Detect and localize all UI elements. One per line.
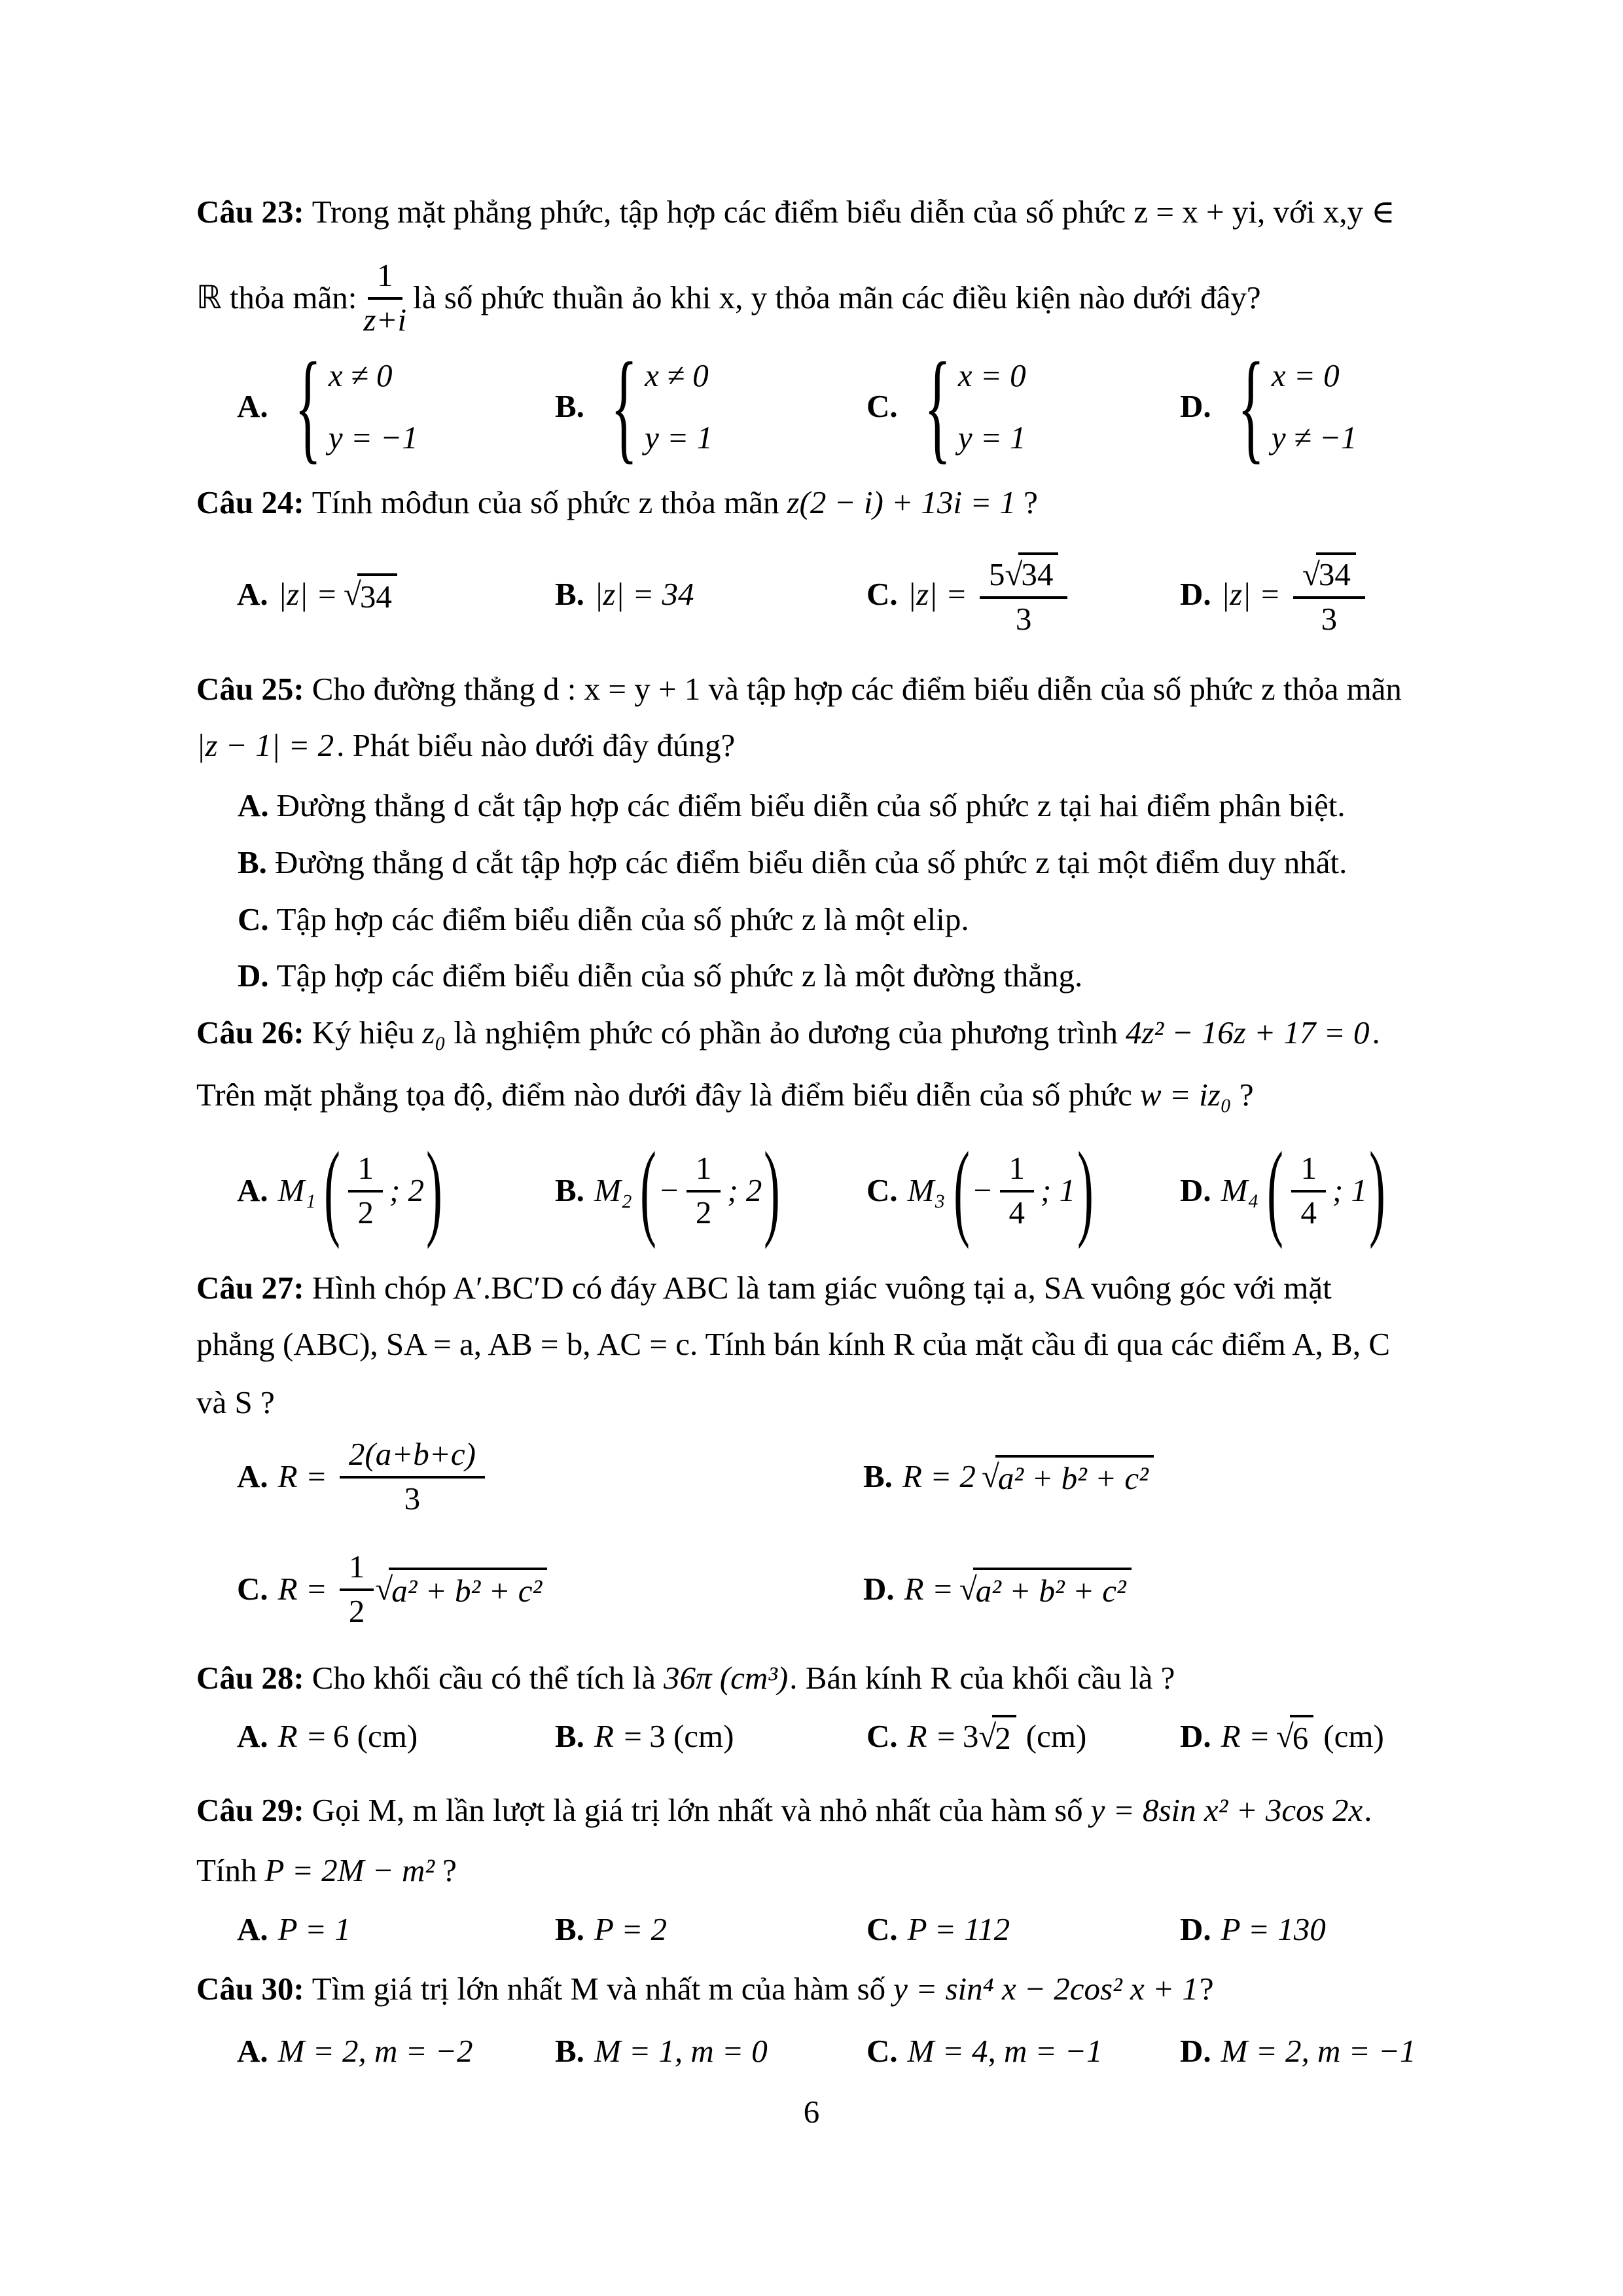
option-math: R =: [904, 1570, 954, 1607]
option-math: R =: [594, 1717, 644, 1754]
question-26-option-d: [1180, 1130, 1393, 1249]
option-label: D.: [1180, 576, 1211, 612]
option-math: |z| =: [277, 576, 338, 612]
option-value: 3 (cm): [649, 1717, 734, 1754]
second-coordinate: ; 2: [727, 1172, 762, 1208]
question-29-option-d: [1180, 1910, 1332, 1948]
question-26-text-2: Trên mặt phẳng tọa độ, điểm nào dưới đây là điểm biểu diễn của số phức: [196, 1077, 1132, 1113]
option-math: P = 130: [1221, 1910, 1326, 1947]
radicand: 34: [1018, 552, 1058, 593]
question-23-option-b: [555, 337, 866, 475]
fraction: [348, 1149, 383, 1231]
radicand: 2: [992, 1715, 1016, 1757]
question-28-option-a: [237, 1717, 555, 1755]
fraction-denominator: 4: [1300, 1194, 1317, 1230]
option-text: Đường thẳng d cắt tập hợp các điểm biểu diễn của số phức z tại một điểm duy nhất.: [274, 844, 1347, 880]
fraction-denominator: 3: [404, 1480, 421, 1516]
question-26-options: [196, 1131, 1443, 1249]
question-26-line-1: [196, 1013, 1443, 1052]
fraction-numerator: 1: [340, 1548, 374, 1591]
option-label: C.: [866, 388, 898, 424]
point-name: M₃: [907, 1172, 946, 1208]
question-28-formula: 36π (cm³): [663, 1660, 789, 1696]
cases-group: [594, 337, 713, 475]
option-label: B.: [555, 576, 584, 612]
option-unit: (cm): [1323, 1717, 1384, 1754]
point-name: M₄: [1221, 1172, 1259, 1208]
question-24-option-a: [237, 573, 555, 615]
fraction-denominator: 2: [357, 1194, 374, 1230]
question-28-option-b: [555, 1717, 866, 1755]
question-27-line-2: [196, 1324, 1443, 1364]
radical-symbol: 5√: [988, 556, 1023, 592]
cases-group: [908, 337, 1026, 475]
option-math: R = 2: [902, 1458, 976, 1494]
question-30-formula: y = sin⁴ x − 2cos² x + 1: [893, 1971, 1198, 2007]
page-number: 6: [803, 2094, 820, 2130]
radical-symbol: √: [343, 576, 361, 612]
question-25-option-a: [196, 785, 1443, 825]
option-label: B.: [555, 1910, 584, 1947]
option-math: M = 2, m = −1: [1221, 2032, 1416, 2069]
question-24-formula: z(2 − i) + 13i = 1: [787, 484, 1016, 520]
question-26-qmark: ?: [1239, 1077, 1254, 1113]
fraction-denominator: 3: [1321, 600, 1338, 637]
option-math: |z| =: [1221, 576, 1281, 612]
option-label: B.: [555, 388, 584, 424]
question-27-option-a: [237, 1435, 863, 1517]
cases-group: [1221, 337, 1357, 475]
fraction: [363, 257, 406, 338]
radicand: a² + b² + c²: [389, 1568, 547, 1609]
question-27-line-3: [196, 1382, 1443, 1422]
question-25-option-b: [196, 842, 1443, 882]
question-25-option-c: [196, 899, 1443, 939]
question-27-text-2: phẳng (ABC), SA = a, AB = b, AC = c. Tính bán kính R của mặt cầu đi qua các điểm A, B, C: [196, 1326, 1391, 1362]
question-26-text-1a: Ký hiệu: [312, 1014, 415, 1050]
question-27-option-b: [863, 1455, 1160, 1497]
fraction: [1000, 1149, 1035, 1231]
radical-symbol: √: [959, 1570, 977, 1607]
right-paren: ): [426, 1130, 442, 1249]
question-27-label: Câu 27:: [196, 1270, 304, 1306]
option-label: D.: [1180, 1910, 1211, 1947]
question-30-suffix: ?: [1199, 1971, 1214, 2007]
option-label: C.: [238, 901, 269, 937]
question-25-text-1: Cho đường thẳng d : x = y + 1 và tập hợp các điểm biểu diễn của số phức z thỏa mãn: [312, 671, 1402, 707]
fraction: [980, 551, 1067, 637]
equation-1: x = 0: [957, 357, 1026, 393]
fraction-denominator: 3: [1015, 600, 1032, 637]
question-24-option-c: [866, 551, 1180, 637]
right-paren: ): [1077, 1130, 1094, 1249]
radical-symbol: √: [1302, 556, 1320, 592]
fraction-numerator: 1: [687, 1149, 721, 1193]
question-27-line-1: [196, 1268, 1443, 1308]
question-25-formula: |z − 1| = 2: [196, 727, 334, 763]
question-26-formula-2: w = iz₀: [1139, 1077, 1232, 1113]
option-text: Đường thẳng d cắt tập hợp các điểm biểu diễn của số phức z tại hai điểm phân biệt.: [276, 787, 1346, 823]
question-28-text-2: . Bán kính R của khối cầu là ?: [789, 1660, 1175, 1696]
option-math: R =: [277, 1458, 327, 1494]
fraction-numerator: 1: [368, 257, 402, 300]
equation-2: y ≠ −1: [1271, 419, 1357, 456]
question-27-options-row-2: [196, 1533, 1443, 1644]
option-math: P = 112: [907, 1910, 1010, 1947]
option-value: 6 (cm): [332, 1717, 418, 1754]
question-24-options: [196, 524, 1443, 664]
question-23-text-2b: là số phức thuần ảo khi x, y thỏa mãn các điều kiện nào dưới đây?: [413, 279, 1261, 315]
question-23-label: Câu 23:: [196, 194, 304, 230]
question-30-option-c: [866, 2032, 1180, 2070]
question-23-options: [196, 337, 1443, 475]
question-23-option-d: [1180, 337, 1363, 475]
question-29-suffix: .: [1364, 1792, 1372, 1828]
option-label: C.: [866, 1172, 898, 1208]
question-30-text: Tìm giá trị lớn nhất M và nhất m của hàm số: [312, 1971, 886, 2007]
radicand: a² + b² + c²: [995, 1455, 1154, 1497]
question-26-line-2: [196, 1075, 1443, 1115]
equation-2: y = −1: [328, 419, 418, 456]
option-math: R =: [907, 1717, 957, 1754]
option-math: R =: [277, 1717, 327, 1754]
question-30-option-d: [1180, 2032, 1422, 2070]
real-set-symbol: ℝ: [196, 279, 222, 316]
left-paren: (: [639, 1130, 656, 1249]
second-coordinate: ; 1: [1041, 1172, 1076, 1208]
question-26-label: Câu 26:: [196, 1014, 304, 1050]
option-math: M = 2, m = −2: [277, 2032, 473, 2069]
brace-symbol: {: [611, 337, 638, 475]
z0-symbol: z₀: [422, 1014, 446, 1050]
brace-symbol: {: [923, 337, 951, 475]
fraction-numerator: 1: [1291, 1149, 1326, 1193]
question-29-text: Gọi M, m lần lượt là giá trị lớn nhất và nhỏ nhất của hàm số: [312, 1792, 1083, 1828]
question-28-label: Câu 28:: [196, 1660, 304, 1696]
question-29-label: Câu 29:: [196, 1792, 304, 1828]
equation-2: y = 1: [957, 419, 1026, 456]
option-label: A.: [237, 388, 268, 424]
question-23-option-c: [866, 337, 1180, 475]
question-29-option-c: [866, 1910, 1180, 1948]
equation-1: x ≠ 0: [328, 357, 393, 393]
question-27-text-1: Hình chóp A′.BC′D có đáy ABC là tam giác vuông tại a, SA vuông góc với mặt: [312, 1270, 1332, 1306]
radicand: 34: [357, 573, 397, 615]
option-label: A.: [237, 1910, 268, 1947]
option-label: D.: [238, 958, 269, 994]
second-coordinate: ; 2: [389, 1172, 425, 1208]
question-26-period: .: [1372, 1014, 1380, 1050]
question-26-text-1b: là nghiệm phức có phần ảo dương của phương trình: [454, 1014, 1118, 1050]
option-label: B.: [238, 844, 267, 880]
option-label: D.: [1180, 1172, 1211, 1208]
question-29-option-b: [555, 1910, 866, 1948]
fraction: [1293, 551, 1365, 637]
fraction-denominator: 4: [1008, 1194, 1026, 1230]
question-27-option-d: [863, 1568, 1137, 1609]
left-paren: (: [1266, 1130, 1283, 1249]
coordinate-point: [952, 1130, 1096, 1249]
option-label: D.: [863, 1570, 895, 1607]
option-label: C.: [866, 2032, 898, 2069]
option-label: A.: [237, 1172, 268, 1208]
question-27-text-3: và S ?: [196, 1384, 275, 1420]
question-29-qmark: ?: [442, 1852, 457, 1888]
fraction-numerator: 1: [348, 1149, 383, 1193]
radical-symbol: √: [1275, 1717, 1294, 1754]
question-30-option-b: [555, 2032, 866, 2070]
option-math: P = 2: [594, 1910, 668, 1947]
radical-symbol: √: [978, 1717, 997, 1754]
fraction-numerator: 2(a+b+c): [340, 1435, 485, 1479]
fraction-denominator: z+i: [363, 302, 407, 338]
option-math: R =: [277, 1570, 327, 1607]
sign: −: [971, 1172, 993, 1208]
equation-2: y = 1: [645, 419, 713, 456]
option-label: C.: [866, 1717, 898, 1754]
question-23-line-2: [196, 243, 1443, 351]
question-25-option-d: [196, 956, 1443, 996]
question-24-text: Tính môđun của số phức z thỏa mãn: [312, 484, 779, 520]
fraction: [687, 1149, 721, 1231]
equation-1: x = 0: [1271, 357, 1340, 393]
option-label: B.: [555, 1172, 584, 1208]
radicand: 6: [1290, 1715, 1314, 1757]
question-29-text-2: Tính: [196, 1852, 257, 1888]
option-label: B.: [555, 1717, 584, 1754]
option-math: R =: [1221, 1717, 1270, 1754]
question-23-text-1: Trong mặt phẳng phức, tập hợp các điểm biểu diễn của số phức z = x + yi, với x,y ∈: [312, 194, 1395, 230]
option-label: C.: [866, 1910, 898, 1947]
question-30-label: Câu 30:: [196, 1971, 304, 2007]
fraction-numerator: 1: [1000, 1149, 1035, 1193]
left-paren: (: [323, 1130, 340, 1249]
question-23-text-2a: thỏa mãn:: [229, 279, 357, 315]
question-24-suffix: ?: [1024, 484, 1038, 520]
question-26-formula-1: 4z² − 16z + 17 = 0: [1125, 1014, 1370, 1050]
coordinate-point: [1265, 1130, 1387, 1249]
question-28-option-d: [1180, 1715, 1390, 1757]
option-label: A.: [237, 576, 268, 612]
point-name: M₁: [277, 1172, 316, 1208]
fraction-numerator: [1293, 551, 1365, 599]
fraction: [1291, 1149, 1326, 1231]
radical-symbol: √: [981, 1458, 999, 1494]
question-29-line-1: [196, 1790, 1443, 1830]
radicand: a² + b² + c²: [973, 1568, 1132, 1609]
question-25-text-2: . Phát biểu nào dưới đây đúng?: [336, 727, 736, 763]
option-math: M = 1, m = 0: [594, 2032, 768, 2069]
right-paren: ): [764, 1130, 781, 1249]
question-23-option-a: [237, 337, 555, 475]
option-math: |z| = 34: [594, 576, 694, 612]
question-26-option-b: [555, 1130, 866, 1249]
second-coordinate: ; 1: [1332, 1172, 1368, 1208]
question-23-line-1: [196, 192, 1443, 232]
fraction: [340, 1435, 485, 1517]
question-29-option-a: [237, 1910, 555, 1948]
question-29-formula-2: P = 2M − m²: [264, 1852, 435, 1888]
question-26-option-a: [237, 1130, 555, 1249]
question-24-line-1: [196, 482, 1443, 522]
question-28-option-c: [866, 1715, 1180, 1757]
sign: −: [658, 1172, 680, 1208]
question-24-option-b: [555, 575, 866, 613]
question-29-options: [196, 1906, 1443, 1952]
option-label: A.: [237, 1717, 268, 1754]
question-27-options-row-1: [196, 1420, 1443, 1532]
left-paren: (: [953, 1130, 970, 1249]
coordinate-point: [638, 1130, 783, 1249]
radicand: 34: [1316, 552, 1356, 593]
point-name: M₂: [594, 1172, 632, 1208]
question-25-line-1: [196, 669, 1443, 709]
option-math: P = 1: [277, 1910, 351, 1947]
question-30-line-1: [196, 1969, 1443, 2009]
question-26-option-c: [866, 1130, 1180, 1249]
fraction-denominator: 2: [695, 1194, 712, 1230]
question-28-text-1: Cho khối cầu có thể tích là: [312, 1660, 656, 1696]
question-29-line-2: [196, 1850, 1443, 1890]
option-label: D.: [1180, 388, 1211, 424]
option-label: D.: [1180, 2032, 1211, 2069]
question-28-line-1: [196, 1658, 1443, 1698]
fraction-numerator: [980, 551, 1067, 599]
question-30-options: [196, 2028, 1443, 2073]
fraction-denominator: 2: [348, 1592, 365, 1629]
option-label: A.: [237, 2032, 268, 2069]
brace-symbol: {: [1237, 337, 1264, 475]
question-25-line-2: [196, 725, 1443, 765]
option-label: C.: [866, 576, 898, 612]
question-30-option-a: [237, 2032, 555, 2070]
fraction: [340, 1548, 374, 1630]
option-text: Tập hợp các điểm biểu diễn của số phức z là một elip.: [276, 901, 969, 937]
option-label: B.: [555, 2032, 584, 2069]
equation-1: x ≠ 0: [645, 357, 709, 393]
option-math: |z| =: [907, 576, 967, 612]
question-24-option-d: [1180, 551, 1371, 637]
question-24-label: Câu 24:: [196, 484, 304, 520]
option-unit: (cm): [1026, 1717, 1087, 1754]
cases-group: [278, 337, 418, 475]
option-math: M = 4, m = −1: [907, 2032, 1103, 2069]
question-25-label: Câu 25:: [196, 671, 304, 707]
option-label: A.: [238, 787, 269, 823]
coordinate-point: [322, 1130, 444, 1249]
coefficient: 3: [962, 1717, 979, 1754]
option-text: Tập hợp các điểm biểu diễn của số phức z là một đường thẳng.: [276, 958, 1083, 994]
radical-symbol: √: [375, 1570, 393, 1607]
question-29-formula: y = 8sin x² + 3cos 2x: [1090, 1792, 1363, 1828]
option-label: D.: [1180, 1717, 1211, 1754]
option-label: A.: [237, 1458, 268, 1494]
question-27-option-c: [237, 1548, 863, 1630]
option-label: C.: [237, 1570, 268, 1607]
brace-symbol: {: [294, 337, 321, 475]
question-28-options: [196, 1696, 1443, 1775]
right-paren: ): [1369, 1130, 1385, 1249]
option-label: B.: [863, 1458, 893, 1494]
